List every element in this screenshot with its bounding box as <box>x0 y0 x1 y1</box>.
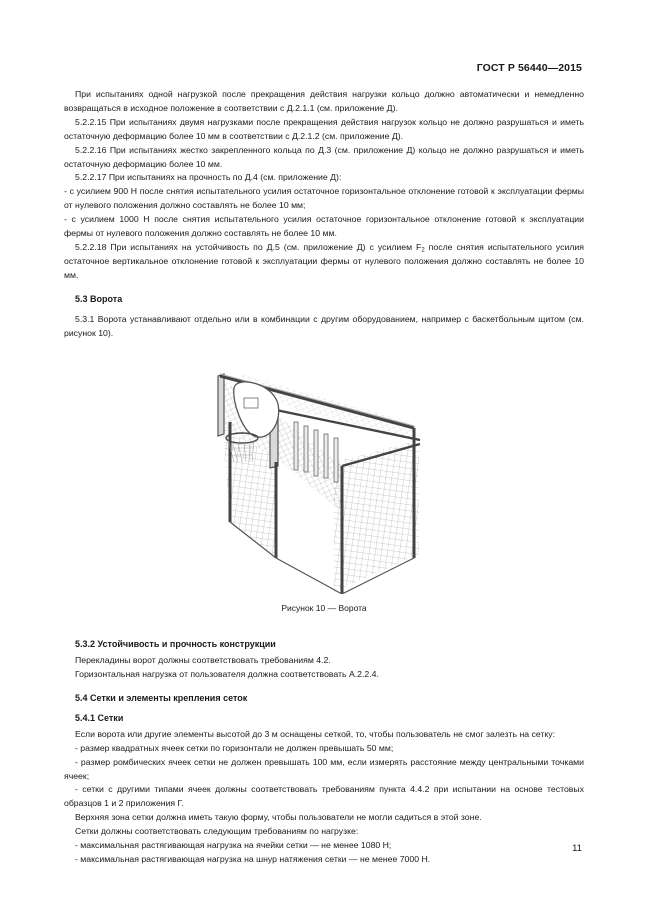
paragraph-5-2-2-16: 5.2.2.16 При испытаниях жестко закрепленного кольца по Д.3 (см. приложение Д) кольцо не должно разрушаться и иметь остаточную деформацию более 10 мм. <box>64 144 584 169</box>
section-5-4-title: 5.4 Сетки и элементы крепления сеток <box>75 693 248 704</box>
figure-caption: Рисунок 10 — Ворота <box>281 603 367 614</box>
document-standard-header: ГОСТ Р 56440—2015 <box>476 62 582 74</box>
paragraph: Сетки должны соответствовать следующим требованиям по нагрузке: <box>75 826 359 837</box>
paragraph: Горизонтальная нагрузка от пользователя должна соответствовать А.2.2.4. <box>75 669 379 680</box>
section-5-3-title: 5.3 Ворота <box>75 293 123 304</box>
list-item: - размер квадратных ячеек сетки по горизонтали не должен превышать 50 мм; <box>75 742 394 753</box>
list-item: - максимальная растягивающая нагрузка на ячейки сетки — не менее 1080 Н; <box>75 840 392 851</box>
list-item: - с усилием 1000 Н после снятия испытательного усилия остаточное горизонтальное отклонение готовой к эксплуатации фермы от нулевого положения должно составлять не более 10 мм. <box>64 214 584 239</box>
goal-illustration <box>214 362 434 594</box>
paragraph-5-3-1: 5.3.1 Ворота устанавливают отдельно или в комбинации с другим оборудованием, например с баскетбольным щитом (см. рисунок 10). <box>64 313 584 338</box>
text-before-sub: 5.2.2.18 При испытаниях на устойчивость по Д.5 (см. приложение Д) с усилием F <box>75 241 422 252</box>
list-item: - сетки с другими типами ячеек должны соответствовать требованиям пункта 4.4.2 при испытании на основе тестовых образцов 1 и 2 приложения Г. <box>64 784 584 809</box>
list-item: - максимальная растягивающая нагрузка на шнур натяжения сетки — не менее 7000 Н. <box>75 854 431 864</box>
paragraph: При испытаниях одной нагрузкой после прекращения действия нагрузки кольцо должно автоматически и немедленно возвращаться в исходное положение в соответствии с Д.2.1.1 (см. приложение Д). <box>64 89 584 113</box>
paragraph: Перекладины ворот должны соответствовать требованиям 4.2. <box>75 655 331 666</box>
page-number: 11 <box>572 843 582 854</box>
paragraph-5-2-2-18 <box>64 241 584 283</box>
paragraph-5-2-2-17: 5.2.2.17 При испытаниях на прочность по Д.4 (см. приложение Д): <box>75 172 342 183</box>
figure-goal <box>64 362 584 594</box>
list-item: - размер ромбических ячеек сетки не должен превышать 100 мм, если измерять расстояние между центральными точками ячеек; <box>64 756 584 781</box>
section-5-3-2-title: 5.3.2 Устойчивость и прочность конструкции <box>75 639 276 650</box>
page-body <box>64 88 584 867</box>
paragraph: Верхняя зона сетки должна иметь такую форму, чтобы пользователи не могли садиться в этой зоне. <box>75 812 482 823</box>
subscript: 2 <box>421 247 425 254</box>
list-item: - с усилием 900 Н после снятия испытательного усилия остаточное горизонтальное отклонение готовой к эксплуатации фермы от нулевого положения должно составлять не более 10 мм; <box>64 186 584 211</box>
paragraph-5-2-2-15: 5.2.2.15 При испытаниях двумя нагрузками после прекращения действия нагрузок кольцо не должно разрушаться и иметь остаточную деформацию более 10 мм в соответствии с Д.2.1.2 (см. приложение Д). <box>64 116 584 141</box>
section-5-4-1-title: 5.4.1 Сетки <box>75 712 124 723</box>
text-after-sub: после снятия испытательного усилия остаточное вертикальное отклонение готовой к эксплуатации фермы от нулевого положения должно составлять не более 10 мм. <box>64 241 584 280</box>
paragraph: Если ворота или другие элементы высотой до 3 м оснащены сеткой, то, чтобы пользователь не смог залезть на сетку: <box>75 728 556 739</box>
